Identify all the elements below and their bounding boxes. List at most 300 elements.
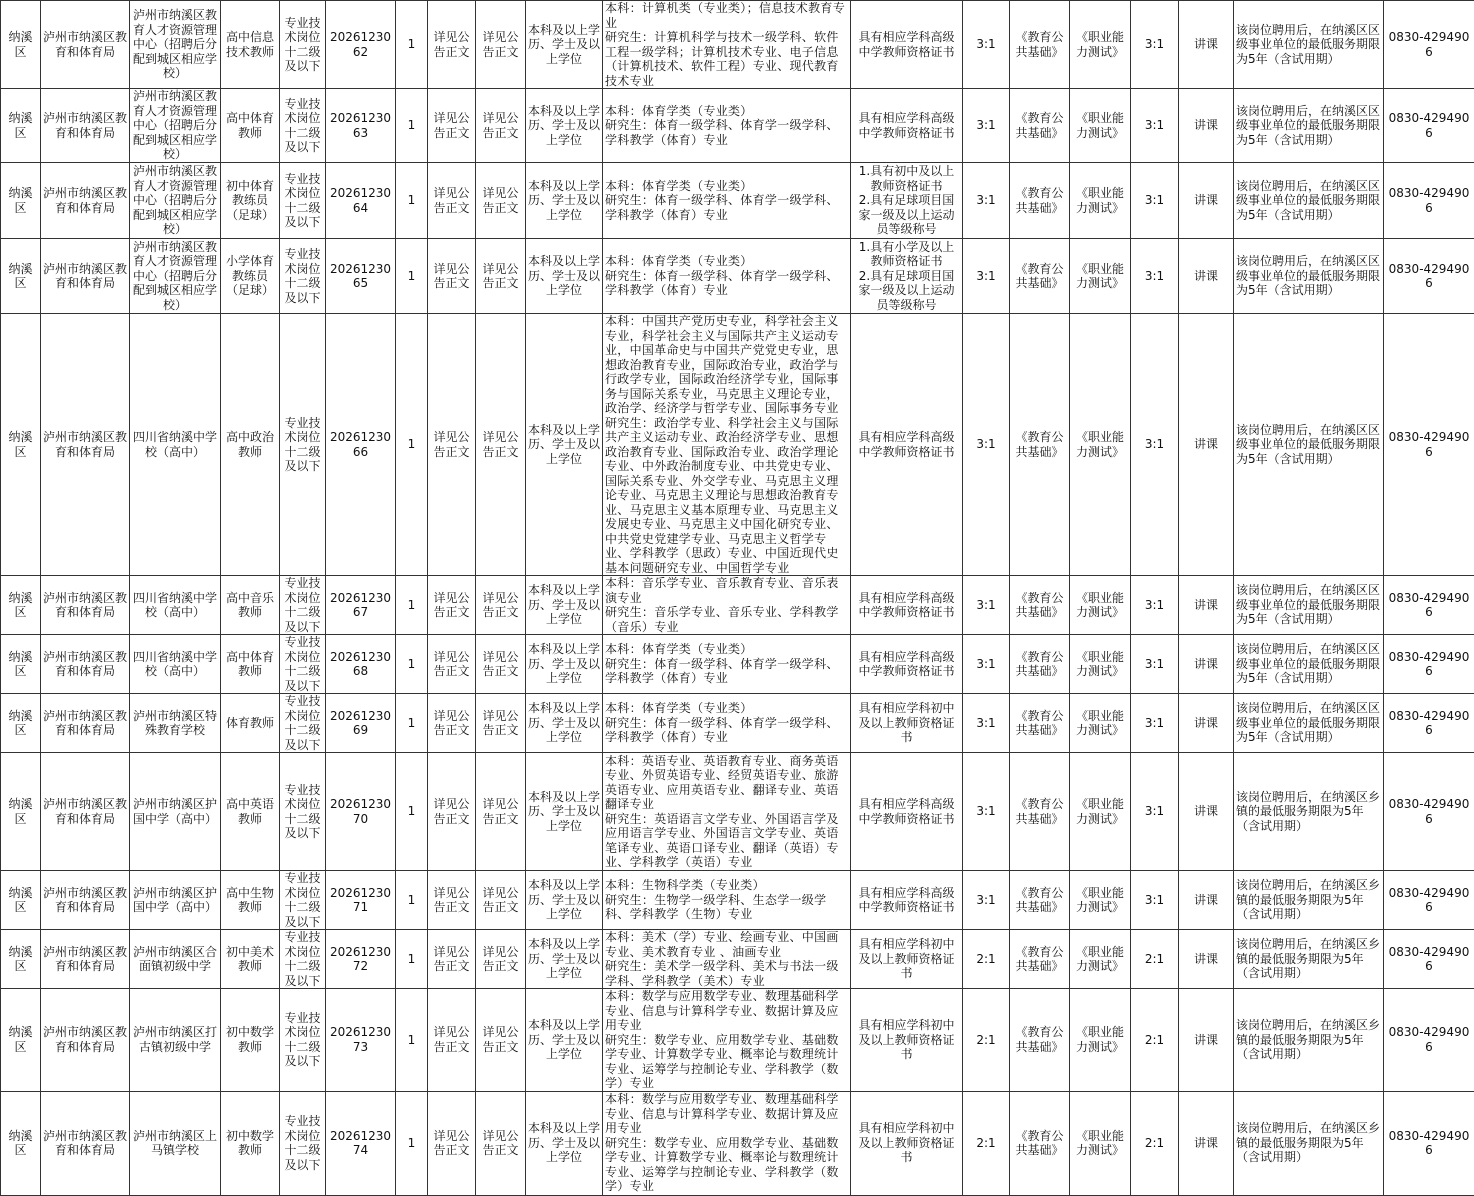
interview-method-cell: 讲课 bbox=[1179, 314, 1234, 576]
post-cell: 高中体育教师 bbox=[221, 635, 280, 694]
table-row bbox=[1, 753, 1474, 871]
table-body bbox=[1, 1, 1474, 1196]
education-cell: 本科及以上学历、学士及以上学位 bbox=[526, 694, 603, 753]
authority-cell: 泸州市纳溪区教育和体育局 bbox=[41, 1, 130, 89]
count-cell: 1 bbox=[396, 576, 428, 635]
exam-ability-cell: 《职业能力测试》 bbox=[1070, 89, 1131, 163]
major-cell bbox=[603, 635, 851, 694]
major-cell bbox=[603, 314, 851, 576]
exam-public-cell: 《教育公共基础》 bbox=[1010, 635, 1070, 694]
see-notice-cell: 详见公告正文 bbox=[476, 635, 526, 694]
phone-cell: 0830-4294906 bbox=[1384, 930, 1474, 989]
authority-cell: 泸州市纳溪区教育和体育局 bbox=[41, 930, 130, 989]
other-conditions-cell bbox=[851, 1091, 963, 1195]
interview-ratio-cell: 3:1 bbox=[1131, 694, 1179, 753]
unit-cell: 泸州市纳溪区教育人才资源管理中心（招聘后分配到城区相应学校） bbox=[130, 239, 221, 314]
major-cell bbox=[603, 989, 851, 1092]
see-notice-cell: 详见公告正文 bbox=[428, 314, 476, 576]
category-cell: 专业技术岗位十二级及以下 bbox=[280, 163, 326, 239]
see-notice-cell: 详见公告正文 bbox=[428, 989, 476, 1092]
major-cell bbox=[603, 239, 851, 314]
count-cell: 1 bbox=[396, 635, 428, 694]
interview-ratio-cell: 3:1 bbox=[1131, 314, 1179, 576]
exam-public-cell: 《教育公共基础》 bbox=[1010, 163, 1070, 239]
interview-ratio-cell: 2:1 bbox=[1131, 989, 1179, 1092]
interview-ratio-cell: 3:1 bbox=[1131, 753, 1179, 871]
authority-cell: 泸州市纳溪区教育和体育局 bbox=[41, 239, 130, 314]
post-code-cell: 2026123073 bbox=[326, 989, 396, 1092]
exam-ability-cell: 《职业能力测试》 bbox=[1070, 314, 1131, 576]
see-notice-cell: 详见公告正文 bbox=[476, 871, 526, 930]
education-cell: 本科及以上学历、学士及以上学位 bbox=[526, 239, 603, 314]
major-line: 本科：体育学类（专业类） bbox=[605, 642, 848, 657]
count-cell: 1 bbox=[396, 239, 428, 314]
category-cell: 专业技术岗位十二级及以下 bbox=[280, 239, 326, 314]
education-cell: 本科及以上学历、学士及以上学位 bbox=[526, 163, 603, 239]
unit-cell: 四川省纳溪中学校（高中） bbox=[130, 635, 221, 694]
authority-cell: 泸州市纳溪区教育和体育局 bbox=[41, 989, 130, 1092]
ratio-cell: 3:1 bbox=[963, 163, 1010, 239]
major-line: 研究生：体育一级学科、体育学一级学科、学科教学（体育）专业 bbox=[605, 269, 848, 298]
interview-ratio-cell: 3:1 bbox=[1131, 635, 1179, 694]
district-cell: 纳溪区 bbox=[1, 1091, 41, 1195]
ratio-cell: 2:1 bbox=[963, 1091, 1010, 1195]
other-conditions-cell bbox=[851, 314, 963, 576]
count-cell: 1 bbox=[396, 871, 428, 930]
category-cell: 专业技术岗位十二级及以下 bbox=[280, 314, 326, 576]
major-line: 研究生：英语语言文学专业、外国语言学及应用语言学专业、外国语言文学专业、英语笔译专业、英语口译专业、翻译（英语）专业、学科教学（英语）专业 bbox=[605, 812, 848, 870]
other-condition-line: 1.具有初中及以上教师资格证书 bbox=[853, 164, 960, 193]
unit-cell: 泸州市纳溪区特殊教育学校 bbox=[130, 694, 221, 753]
education-cell: 本科及以上学历、学士及以上学位 bbox=[526, 989, 603, 1092]
post-cell: 高中政治教师 bbox=[221, 314, 280, 576]
authority-cell: 泸州市纳溪区教育和体育局 bbox=[41, 89, 130, 163]
see-notice-cell: 详见公告正文 bbox=[428, 89, 476, 163]
other-condition-line: 具有相应学科高级中学教师资格证书 bbox=[853, 111, 960, 140]
other-conditions-cell bbox=[851, 163, 963, 239]
ratio-cell: 3:1 bbox=[963, 89, 1010, 163]
authority-cell: 泸州市纳溪区教育和体育局 bbox=[41, 576, 130, 635]
see-notice-cell: 详见公告正文 bbox=[428, 635, 476, 694]
phone-cell: 0830-4294906 bbox=[1384, 89, 1474, 163]
other-conditions-cell bbox=[851, 635, 963, 694]
other-condition-line: 具有相应学科初中及以上教师资格证书 bbox=[853, 701, 960, 745]
other-conditions-cell bbox=[851, 871, 963, 930]
exam-ability-cell: 《职业能力测试》 bbox=[1070, 163, 1131, 239]
count-cell: 1 bbox=[396, 314, 428, 576]
major-cell bbox=[603, 163, 851, 239]
other-condition-line: 具有相应学科高级中学教师资格证书 bbox=[853, 430, 960, 459]
interview-method-cell: 讲课 bbox=[1179, 239, 1234, 314]
other-condition-line: 具有相应学科高级中学教师资格证书 bbox=[853, 886, 960, 915]
interview-method-cell: 讲课 bbox=[1179, 576, 1234, 635]
interview-method-cell: 讲课 bbox=[1179, 871, 1234, 930]
authority-cell: 泸州市纳溪区教育和体育局 bbox=[41, 694, 130, 753]
table-row bbox=[1, 1, 1474, 89]
major-line: 本科：体育学类（专业类） bbox=[605, 254, 848, 269]
education-cell: 本科及以上学历、学士及以上学位 bbox=[526, 753, 603, 871]
major-line: 本科：体育学类（专业类） bbox=[605, 104, 848, 119]
category-cell: 专业技术岗位十二级及以下 bbox=[280, 576, 326, 635]
unit-cell: 泸州市纳溪区护国中学（高中） bbox=[130, 753, 221, 871]
other-condition-line: 具有相应学科初中及以上教师资格证书 bbox=[853, 937, 960, 981]
see-notice-cell: 详见公告正文 bbox=[476, 753, 526, 871]
post-code-cell: 2026123066 bbox=[326, 314, 396, 576]
phone-cell: 0830-4294906 bbox=[1384, 1091, 1474, 1195]
service-period-cell: 该岗位聘用后，在纳溪区区级事业单位的最低服务期限为5年（含试用期） bbox=[1234, 1, 1384, 89]
education-cell: 本科及以上学历、学士及以上学位 bbox=[526, 871, 603, 930]
district-cell: 纳溪区 bbox=[1, 576, 41, 635]
interview-method-cell: 讲课 bbox=[1179, 1091, 1234, 1195]
category-cell: 专业技术岗位十二级及以下 bbox=[280, 694, 326, 753]
education-cell: 本科及以上学历、学士及以上学位 bbox=[526, 1, 603, 89]
table-row bbox=[1, 930, 1474, 989]
other-conditions-cell bbox=[851, 989, 963, 1092]
ratio-cell: 3:1 bbox=[963, 871, 1010, 930]
see-notice-cell: 详见公告正文 bbox=[476, 239, 526, 314]
major-cell bbox=[603, 89, 851, 163]
post-cell: 高中生物教师 bbox=[221, 871, 280, 930]
service-period-cell: 该岗位聘用后，在纳溪区区级事业单位的最低服务期限为5年（含试用期） bbox=[1234, 314, 1384, 576]
interview-method-cell: 讲课 bbox=[1179, 930, 1234, 989]
see-notice-cell: 详见公告正文 bbox=[476, 576, 526, 635]
post-code-cell: 2026123072 bbox=[326, 930, 396, 989]
see-notice-cell: 详见公告正文 bbox=[428, 1091, 476, 1195]
authority-cell: 泸州市纳溪区教育和体育局 bbox=[41, 1091, 130, 1195]
count-cell: 1 bbox=[396, 1, 428, 89]
ratio-cell: 2:1 bbox=[963, 989, 1010, 1092]
exam-public-cell: 《教育公共基础》 bbox=[1010, 89, 1070, 163]
interview-ratio-cell: 2:1 bbox=[1131, 930, 1179, 989]
other-conditions-cell bbox=[851, 89, 963, 163]
see-notice-cell: 详见公告正文 bbox=[428, 1, 476, 89]
district-cell: 纳溪区 bbox=[1, 753, 41, 871]
post-cell: 体育教师 bbox=[221, 694, 280, 753]
major-line: 研究生：体育一级学科、体育学一级学科、学科教学（体育）专业 bbox=[605, 193, 848, 222]
authority-cell: 泸州市纳溪区教育和体育局 bbox=[41, 314, 130, 576]
count-cell: 1 bbox=[396, 989, 428, 1092]
other-conditions-cell bbox=[851, 753, 963, 871]
unit-cell: 四川省纳溪中学校（高中） bbox=[130, 576, 221, 635]
exam-ability-cell: 《职业能力测试》 bbox=[1070, 753, 1131, 871]
table-row bbox=[1, 89, 1474, 163]
see-notice-cell: 详见公告正文 bbox=[428, 694, 476, 753]
post-code-cell: 2026123064 bbox=[326, 163, 396, 239]
post-code-cell: 2026123071 bbox=[326, 871, 396, 930]
major-line: 研究生：数学专业、应用数学专业、基础数学专业、计算数学专业、概率论与数理统计专业、运筹学与控制论专业、学科教学（数学）专业 bbox=[605, 1136, 848, 1194]
see-notice-cell: 详见公告正文 bbox=[428, 163, 476, 239]
district-cell: 纳溪区 bbox=[1, 930, 41, 989]
ratio-cell: 3:1 bbox=[963, 753, 1010, 871]
other-condition-line: 具有相应学科初中及以上教师资格证书 bbox=[853, 1121, 960, 1165]
see-notice-cell: 详见公告正文 bbox=[476, 1091, 526, 1195]
other-conditions-cell bbox=[851, 239, 963, 314]
category-cell: 专业技术岗位十二级及以下 bbox=[280, 1, 326, 89]
district-cell: 纳溪区 bbox=[1, 239, 41, 314]
post-code-cell: 2026123062 bbox=[326, 1, 396, 89]
table-row bbox=[1, 1091, 1474, 1195]
count-cell: 1 bbox=[396, 753, 428, 871]
service-period-cell: 该岗位聘用后，在纳溪区乡镇的最低服务期限为5年（含试用期） bbox=[1234, 989, 1384, 1092]
education-cell: 本科及以上学历、学士及以上学位 bbox=[526, 1091, 603, 1195]
major-cell bbox=[603, 1, 851, 89]
district-cell: 纳溪区 bbox=[1, 314, 41, 576]
district-cell: 纳溪区 bbox=[1, 89, 41, 163]
see-notice-cell: 详见公告正文 bbox=[476, 930, 526, 989]
service-period-cell: 该岗位聘用后，在纳溪区乡镇的最低服务期限为5年（含试用期） bbox=[1234, 753, 1384, 871]
exam-public-cell: 《教育公共基础》 bbox=[1010, 871, 1070, 930]
interview-method-cell: 讲课 bbox=[1179, 635, 1234, 694]
service-period-cell: 该岗位聘用后，在纳溪区区级事业单位的最低服务期限为5年（含试用期） bbox=[1234, 635, 1384, 694]
major-cell bbox=[603, 576, 851, 635]
see-notice-cell: 详见公告正文 bbox=[428, 753, 476, 871]
major-line: 研究生：音乐学专业、音乐专业、学科教学（音乐）专业 bbox=[605, 605, 848, 634]
phone-cell: 0830-4294906 bbox=[1384, 753, 1474, 871]
exam-ability-cell: 《职业能力测试》 bbox=[1070, 989, 1131, 1092]
exam-public-cell: 《教育公共基础》 bbox=[1010, 930, 1070, 989]
major-cell bbox=[603, 753, 851, 871]
table-row bbox=[1, 989, 1474, 1092]
count-cell: 1 bbox=[396, 1091, 428, 1195]
unit-cell: 四川省纳溪中学校（高中） bbox=[130, 314, 221, 576]
ratio-cell: 3:1 bbox=[963, 239, 1010, 314]
interview-method-cell: 讲课 bbox=[1179, 753, 1234, 871]
other-condition-line: 具有相应学科高级中学教师资格证书 bbox=[853, 591, 960, 620]
other-condition-line: 1.具有小学及以上教师资格证书 bbox=[853, 240, 960, 269]
authority-cell: 泸州市纳溪区教育和体育局 bbox=[41, 871, 130, 930]
post-cell: 初中数学教师 bbox=[221, 989, 280, 1092]
other-conditions-cell bbox=[851, 694, 963, 753]
see-notice-cell: 详见公告正文 bbox=[428, 871, 476, 930]
other-conditions-cell bbox=[851, 576, 963, 635]
major-line: 研究生：体育一级学科、体育学一级学科、学科教学（体育）专业 bbox=[605, 716, 848, 745]
major-line: 研究生：体育一级学科、体育学一级学科、学科教学（体育）专业 bbox=[605, 657, 848, 686]
category-cell: 专业技术岗位十二级及以下 bbox=[280, 930, 326, 989]
authority-cell: 泸州市纳溪区教育和体育局 bbox=[41, 635, 130, 694]
ratio-cell: 3:1 bbox=[963, 576, 1010, 635]
interview-ratio-cell: 2:1 bbox=[1131, 1091, 1179, 1195]
major-line: 研究生：美术学一级学科、美术与书法一级学科、学科教学（美术）专业 bbox=[605, 959, 848, 988]
service-period-cell: 该岗位聘用后，在纳溪区区级事业单位的最低服务期限为5年（含试用期） bbox=[1234, 694, 1384, 753]
phone-cell: 0830-4294906 bbox=[1384, 871, 1474, 930]
phone-cell: 0830-4294906 bbox=[1384, 239, 1474, 314]
post-code-cell: 2026123065 bbox=[326, 239, 396, 314]
district-cell: 纳溪区 bbox=[1, 871, 41, 930]
table-row bbox=[1, 635, 1474, 694]
exam-public-cell: 《教育公共基础》 bbox=[1010, 576, 1070, 635]
phone-cell: 0830-4294906 bbox=[1384, 1, 1474, 89]
table-row bbox=[1, 163, 1474, 239]
category-cell: 专业技术岗位十二级及以下 bbox=[280, 635, 326, 694]
exam-ability-cell: 《职业能力测试》 bbox=[1070, 871, 1131, 930]
exam-ability-cell: 《职业能力测试》 bbox=[1070, 930, 1131, 989]
major-line: 本科：数学与应用数学专业、数理基础科学专业、信息与计算科学专业、数据计算及应用专业 bbox=[605, 989, 848, 1033]
interview-ratio-cell: 3:1 bbox=[1131, 89, 1179, 163]
category-cell: 专业技术岗位十二级及以下 bbox=[280, 1091, 326, 1195]
education-cell: 本科及以上学历、学士及以上学位 bbox=[526, 930, 603, 989]
major-line: 本科：美术（学）专业、绘画专业、中国画专业、美术教育专业 、油画专业 bbox=[605, 930, 848, 959]
unit-cell: 泸州市纳溪区教育人才资源管理中心（招聘后分配到城区相应学校） bbox=[130, 163, 221, 239]
education-cell: 本科及以上学历、学士及以上学位 bbox=[526, 576, 603, 635]
major-cell bbox=[603, 694, 851, 753]
unit-cell: 泸州市纳溪区打古镇初级中学 bbox=[130, 989, 221, 1092]
see-notice-cell: 详见公告正文 bbox=[428, 239, 476, 314]
see-notice-cell: 详见公告正文 bbox=[476, 314, 526, 576]
post-code-cell: 2026123070 bbox=[326, 753, 396, 871]
major-line: 本科：体育学类（专业类） bbox=[605, 179, 848, 194]
major-line: 本科：中国共产党历史专业，科学社会主义专业，科学社会主义与国际共产主义运动专业，中国革命史与中国共产党党史专业，思想政治教育专业，国际政治专业，政治学与行政学专业，国际政治经济学专业，国际事务与国际关系专业，马克思主义理论专业，政治学、经济学与哲学专业、国际事务专业 bbox=[605, 314, 848, 416]
other-conditions-cell bbox=[851, 930, 963, 989]
major-line: 研究生：政治学专业、科学社会主义与国际共产主义运动专业、政治经济学专业、思想政治教育专业、国际政治专业、政治学理论专业、中外政治制度专业、中共党史专业、国际关系专业、外交学专业、马克思主义理论专业、马克思主义理论与思想政治教育专业、马克思主义基本原理专业、马克思主义发展史专业、马克思主义中国化研究专业、中共党史党建学专业、马克思主义哲学专业、学科教学（思政）专业、中国近现代史基本问题研究专业、中国哲学专业 bbox=[605, 416, 848, 576]
major-line: 研究生：体育一级学科、体育学一级学科、学科教学（体育）专业 bbox=[605, 118, 848, 147]
count-cell: 1 bbox=[396, 930, 428, 989]
category-cell: 专业技术岗位十二级及以下 bbox=[280, 871, 326, 930]
table-row bbox=[1, 576, 1474, 635]
category-cell: 专业技术岗位十二级及以下 bbox=[280, 989, 326, 1092]
service-period-cell: 该岗位聘用后，在纳溪区乡镇的最低服务期限为5年（含试用期） bbox=[1234, 871, 1384, 930]
post-cell: 初中美术教师 bbox=[221, 930, 280, 989]
count-cell: 1 bbox=[396, 163, 428, 239]
unit-cell: 泸州市纳溪区教育人才资源管理中心（招聘后分配到城区相应学校） bbox=[130, 1, 221, 89]
interview-method-cell: 讲课 bbox=[1179, 89, 1234, 163]
post-code-cell: 2026123069 bbox=[326, 694, 396, 753]
exam-public-cell: 《教育公共基础》 bbox=[1010, 1, 1070, 89]
major-line: 本科：生物科学类（专业类） bbox=[605, 878, 848, 893]
interview-method-cell: 讲课 bbox=[1179, 694, 1234, 753]
exam-public-cell: 《教育公共基础》 bbox=[1010, 1091, 1070, 1195]
post-cell: 高中信息技术教师 bbox=[221, 1, 280, 89]
post-cell: 高中体育教师 bbox=[221, 89, 280, 163]
unit-cell: 泸州市纳溪区上马镇学校 bbox=[130, 1091, 221, 1195]
major-line: 本科：体育学类（专业类） bbox=[605, 701, 848, 716]
post-code-cell: 2026123068 bbox=[326, 635, 396, 694]
other-condition-line: 具有相应学科高级中学教师资格证书 bbox=[853, 797, 960, 826]
see-notice-cell: 详见公告正文 bbox=[476, 1, 526, 89]
service-period-cell: 该岗位聘用后，在纳溪区乡镇的最低服务期限为5年（含试用期） bbox=[1234, 930, 1384, 989]
post-cell: 初中体育教练员（足球） bbox=[221, 163, 280, 239]
service-period-cell: 该岗位聘用后，在纳溪区区级事业单位的最低服务期限为5年（含试用期） bbox=[1234, 163, 1384, 239]
ratio-cell: 3:1 bbox=[963, 635, 1010, 694]
ratio-cell: 3:1 bbox=[963, 314, 1010, 576]
authority-cell: 泸州市纳溪区教育和体育局 bbox=[41, 753, 130, 871]
unit-cell: 泸州市纳溪区教育人才资源管理中心（招聘后分配到城区相应学校） bbox=[130, 89, 221, 163]
exam-ability-cell: 《职业能力测试》 bbox=[1070, 576, 1131, 635]
see-notice-cell: 详见公告正文 bbox=[476, 89, 526, 163]
exam-ability-cell: 《职业能力测试》 bbox=[1070, 239, 1131, 314]
service-period-cell: 该岗位聘用后，在纳溪区区级事业单位的最低服务期限为5年（含试用期） bbox=[1234, 89, 1384, 163]
service-period-cell: 该岗位聘用后，在纳溪区乡镇的最低服务期限为5年（含试用期） bbox=[1234, 1091, 1384, 1195]
service-period-cell: 该岗位聘用后，在纳溪区区级事业单位的最低服务期限为5年（含试用期） bbox=[1234, 576, 1384, 635]
other-condition-line: 具有相应学科高级中学教师资格证书 bbox=[853, 30, 960, 59]
post-code-cell: 2026123063 bbox=[326, 89, 396, 163]
unit-cell: 泸州市纳溪区护国中学（高中） bbox=[130, 871, 221, 930]
see-notice-cell: 详见公告正文 bbox=[428, 930, 476, 989]
see-notice-cell: 详见公告正文 bbox=[476, 989, 526, 1092]
exam-ability-cell: 《职业能力测试》 bbox=[1070, 694, 1131, 753]
post-cell: 高中英语教师 bbox=[221, 753, 280, 871]
ratio-cell: 2:1 bbox=[963, 930, 1010, 989]
exam-public-cell: 《教育公共基础》 bbox=[1010, 239, 1070, 314]
count-cell: 1 bbox=[396, 694, 428, 753]
district-cell: 纳溪区 bbox=[1, 163, 41, 239]
table-row bbox=[1, 871, 1474, 930]
exam-public-cell: 《教育公共基础》 bbox=[1010, 753, 1070, 871]
major-cell bbox=[603, 871, 851, 930]
exam-ability-cell: 《职业能力测试》 bbox=[1070, 635, 1131, 694]
district-cell: 纳溪区 bbox=[1, 694, 41, 753]
phone-cell: 0830-4294906 bbox=[1384, 163, 1474, 239]
major-line: 本科：音乐学专业、音乐教育专业、音乐表演专业 bbox=[605, 576, 848, 605]
category-cell: 专业技术岗位十二级及以下 bbox=[280, 753, 326, 871]
major-cell bbox=[603, 930, 851, 989]
post-code-cell: 2026123067 bbox=[326, 576, 396, 635]
interview-ratio-cell: 3:1 bbox=[1131, 871, 1179, 930]
post-code-cell: 2026123074 bbox=[326, 1091, 396, 1195]
major-line: 本科：计算机类（专业类）；信息技术教育专业 bbox=[605, 1, 848, 30]
see-notice-cell: 详见公告正文 bbox=[428, 576, 476, 635]
other-conditions-cell bbox=[851, 1, 963, 89]
ratio-cell: 3:1 bbox=[963, 694, 1010, 753]
exam-public-cell: 《教育公共基础》 bbox=[1010, 314, 1070, 576]
major-line: 本科：英语专业、英语教育专业、商务英语专业、外贸英语专业、经贸英语专业、旅游英语专业、应用英语专业、翻译专业、英语翻译专业 bbox=[605, 754, 848, 812]
interview-ratio-cell: 3:1 bbox=[1131, 239, 1179, 314]
phone-cell: 0830-4294906 bbox=[1384, 635, 1474, 694]
major-line: 研究生：数学专业、应用数学专业、基础数学专业、计算数学专业、概率论与数理统计专业、运筹学与控制论专业、学科教学（数学）专业 bbox=[605, 1033, 848, 1091]
unit-cell: 泸州市纳溪区合面镇初级中学 bbox=[130, 930, 221, 989]
exam-ability-cell: 《职业能力测试》 bbox=[1070, 1091, 1131, 1195]
major-line: 研究生：计算机科学与技术一级学科、软件工程一级学科；计算机技术专业、电子信息（计算机技术、软件工程）专业、现代教育技术专业 bbox=[605, 30, 848, 88]
post-cell: 高中音乐教师 bbox=[221, 576, 280, 635]
exam-ability-cell: 《职业能力测试》 bbox=[1070, 1, 1131, 89]
district-cell: 纳溪区 bbox=[1, 989, 41, 1092]
interview-ratio-cell: 3:1 bbox=[1131, 1, 1179, 89]
table-row bbox=[1, 694, 1474, 753]
phone-cell: 0830-4294906 bbox=[1384, 989, 1474, 1092]
ratio-cell: 3:1 bbox=[963, 1, 1010, 89]
exam-public-cell: 《教育公共基础》 bbox=[1010, 694, 1070, 753]
count-cell: 1 bbox=[396, 89, 428, 163]
phone-cell: 0830-4294906 bbox=[1384, 576, 1474, 635]
interview-method-cell: 讲课 bbox=[1179, 1, 1234, 89]
authority-cell: 泸州市纳溪区教育和体育局 bbox=[41, 163, 130, 239]
district-cell: 纳溪区 bbox=[1, 635, 41, 694]
district-cell: 纳溪区 bbox=[1, 1, 41, 89]
other-condition-line: 具有相应学科初中及以上教师资格证书 bbox=[853, 1018, 960, 1062]
education-cell: 本科及以上学历、学士及以上学位 bbox=[526, 314, 603, 576]
table-row bbox=[1, 239, 1474, 314]
interview-ratio-cell: 3:1 bbox=[1131, 576, 1179, 635]
phone-cell: 0830-4294906 bbox=[1384, 314, 1474, 576]
interview-method-cell: 讲课 bbox=[1179, 163, 1234, 239]
education-cell: 本科及以上学历、学士及以上学位 bbox=[526, 89, 603, 163]
interview-ratio-cell: 3:1 bbox=[1131, 163, 1179, 239]
major-line: 本科：数学与应用数学专业、数理基础科学专业、信息与计算科学专业、数据计算及应用专业 bbox=[605, 1092, 848, 1136]
see-notice-cell: 详见公告正文 bbox=[476, 163, 526, 239]
category-cell: 专业技术岗位十二级及以下 bbox=[280, 89, 326, 163]
education-cell: 本科及以上学历、学士及以上学位 bbox=[526, 635, 603, 694]
major-line: 研究生：生物学一级学科、生态学一级学科、学科教学（生物）专业 bbox=[605, 893, 848, 922]
other-condition-line: 具有相应学科高级中学教师资格证书 bbox=[853, 650, 960, 679]
interview-method-cell: 讲课 bbox=[1179, 989, 1234, 1092]
other-condition-line: 2.具有足球项目国家一级及以上运动员等级称号 bbox=[853, 193, 960, 237]
phone-cell: 0830-4294906 bbox=[1384, 694, 1474, 753]
exam-public-cell: 《教育公共基础》 bbox=[1010, 989, 1070, 1092]
service-period-cell: 该岗位聘用后，在纳溪区区级事业单位的最低服务期限为5年（含试用期） bbox=[1234, 239, 1384, 314]
other-condition-line: 2.具有足球项目国家一级及以上运动员等级称号 bbox=[853, 269, 960, 313]
post-cell: 小学体育教练员（足球） bbox=[221, 239, 280, 314]
major-cell bbox=[603, 1091, 851, 1195]
table-row bbox=[1, 314, 1474, 576]
